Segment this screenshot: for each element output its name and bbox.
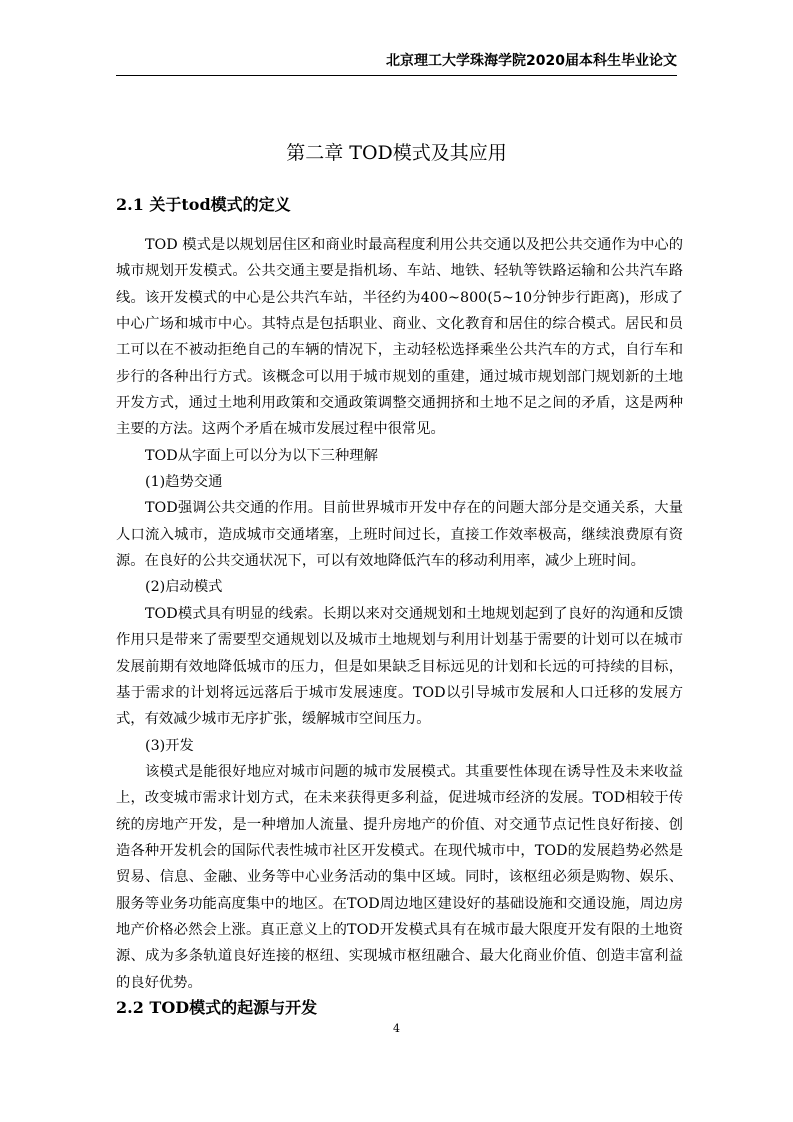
body-text (116, 232, 683, 996)
header-divider (116, 75, 677, 76)
subheading-development: (3)开发 (145, 737, 194, 754)
subheading-trend-traffic: (1)趋势交通 (145, 474, 223, 491)
paragraph-launch-mode: TOD模式具有明显的线索。长期以来对交通规划和土地规划起到了良好的沟通和反馈作用只是带来了需要型交通规划以及城市土地规划与利用计划基于需要的计划可以在城市发展前期有效地降低城市的压力，但是如果缺乏目标远见的计划和长远的可持续的目标，基于需求的计划将远远落后于城市发展速度。TOD以引导城市发展和人口迁移的发展方式，有效减少城市无序扩张，缓解城市空间压力。 (116, 605, 683, 728)
page-number: 4 (393, 1022, 400, 1035)
paragraph-trend-traffic: TOD强调公共交通的作用。目前世界城市开发中存在的问题大部分是交通关系，大量人口流入城市，造成城市交通堵塞，上班时间过长，直接工作效率极高，继续浪费原有资源。在良好的公共交通状况下，可以有效地降低汽车的移动利用率，减少上班时间。 (116, 500, 683, 570)
paragraph-development: 该模式是能很好地应对城市问题的城市发展模式。其重要性体现在诱导性及未来收益上，改变城市需求计划方式，在未来获得更多利益，促进城市经济的发展。TOD相较于传统的房地产开发，是一种增加人流量、提升房地产的价值、对交通节点记性良好衔接、创造各种开发机会的国际代表性城市社区开发模式。在现代城市中，TOD的发展趋势必然是贸易、信息、金融、业务等中心业务活动的集中区域。同时，该枢纽必须是购物、娱乐、服务等业务功能高度集中的地区。在TOD周边地区建设好的基础设施和交通设施，周边房地产价格必然会上涨。真正意义上的TOD开发模式具有在城市最大限度开发有限的土地资源、成为多条轨道良好连接的枢纽、实现城市枢纽融合、最大化商业价值、创造丰富利益的良好优势。 (116, 763, 683, 991)
section-heading-2-2: 2.2 TOD模式的起源与开发 (116, 998, 318, 1017)
paragraph-definition: TOD 模式是以规划居住区和商业时最高程度利用公共交通以及把公共交通作为中心的城市规划开发模式。公共交通主要是指机场、车站、地铁、轻轨等铁路运输和公共汽车路线。该开发模式的中心是公共汽车站，半径约为400~800(5~10分钟步行距离)，形成了中心广场和城市中心。其特点是包括职业、商业、文化教育和居住的综合模式。居民和员工可以在不被动拒绝自己的车辆的情况下，主动轻松选择乘坐公共汽车的方式，自行车和步行的各种出行方式。该概念可以用于城市规划的重建，通过城市规划部门规划新的土地开发方式，通过土地利用政策和交通政策调整交通拥挤和土地不足之间的矛盾，这是两种主要的方法。这两个矛盾在城市发展过程中很常见。 (116, 237, 683, 438)
subheading-launch-mode: (2)启动模式 (145, 579, 223, 596)
chapter-title: 第二章 TOD模式及其应用 (286, 142, 507, 164)
paragraph-three-interpretations: TOD从字面上可以分为以下三种理解 (145, 447, 378, 464)
page-header: 北京理工大学珠海学院2020届本科生毕业论文 (386, 53, 677, 69)
section-heading-2-1: 2.1 关于tod模式的定义 (116, 195, 291, 214)
